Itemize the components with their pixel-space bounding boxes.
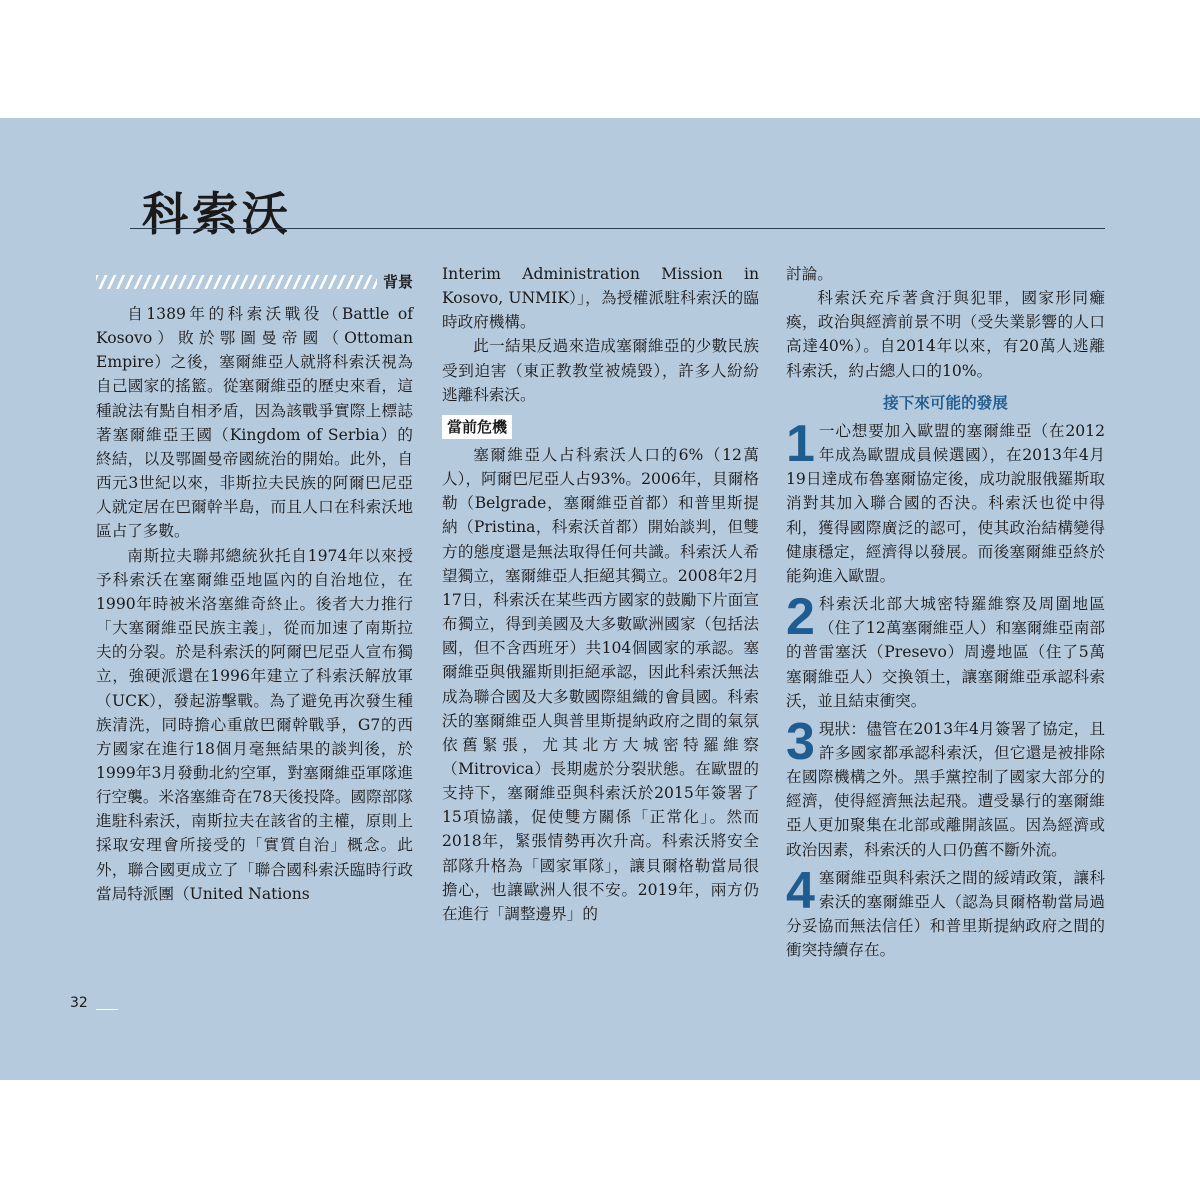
crisis-heading: 當前危機 [442, 415, 512, 439]
page-number: 32 [70, 995, 88, 1011]
page-number-rule [96, 1009, 118, 1010]
scenario-item-2 [786, 588, 1105, 713]
column-3 [786, 262, 1105, 966]
scenario-item-3 [786, 712, 1105, 862]
slash-decoration [96, 275, 377, 289]
scenario-text: 科索沃北部大城密特羅維察及周圍地區（住了12萬塞爾維亞人）和塞爾維亞南部的普雷塞沃（Presevo）周邊地區（住了5萬塞爾維亞人）交換領土，讓塞爾維亞承認科索沃，並且結束衝突。 [786, 595, 1105, 710]
scenario-item-1 [786, 414, 1105, 588]
background-continuation: Interim Administration Mission in Kosovo, UNMIK）」，為授權派駐科索沃的臨時政府機構。 [442, 265, 759, 332]
background-paragraph-2: 南斯拉夫聯邦總統狄托自1974年以來授予科索沃在塞爾維亞地區內的自治地位，在1990年時被米洛塞維奇終止。後者大力推行「大塞爾維亞民族主義」，從而加速了南斯拉夫的分裂。於是科索沃的阿爾巴尼亞人宣布獨立，強硬派還在1996年建立了科索沃解放軍（UCK），發起游擊戰。為了避免再次發生種族清洗，同時擔心重啟巴爾幹戰爭，G7的西方國家在進行18個月毫無結果的談判後，於1999年3月發動北約空軍，對塞爾維亞軍隊進行空襲。米洛塞維奇在78天後投降。國際部隊進駐科索沃，南斯拉夫在該省的主權，原則上採取安理會所接受的「實質自治」概念。此外，聯合國更成立了「聯合國科索沃臨時行政當局特派團（United Nations [96, 546, 413, 903]
scenario-text: 塞爾維亞與科索沃之間的綏靖政策，讓科索沃的塞爾維亞人（認為貝爾格勒當局過分妥協而無法信任）和普里斯提納政府之間的衝突持續存在。 [786, 868, 1105, 960]
next-developments-heading: 接下來可能的發展 [883, 393, 1008, 412]
scenario-item-4 [786, 861, 1105, 963]
crisis-paragraph: 塞爾維亞人占科索沃人口的6%（12萬人），阿爾巴尼亞人占93%。2006年，貝爾格勒（Belgrade，塞爾維亞首都）和普里斯提納（Pristina，科索沃首都）開始談判，但雙方的態度還是無法取得任何共識。科索沃人希望獨立，塞爾維亞人拒絕其獨立。2008年2月17日，科索沃在某些西方國家的鼓勵下片面宣布獨立，得到美國及大多數歐洲國家（包括法國，但不含西班牙）共104個國家的承認。塞爾維亞與俄羅斯則拒絕承認，因此科索沃無法成為聯合國及大多數國際組織的會員國。科索沃的塞爾維亞人與普里斯提納政府之間的氣氛依舊緊張，尤其北方大城密特羅維察（Mitrovica）長期處於分裂狀態。在歐盟的支持下，塞爾維亞與科索沃於2015年簽署了15項協議，促使雙方關係「正常化」。然而2018年，緊張情勢再次升高。科索沃將安全部隊升格為「國家軍隊」，讓貝爾格勒當局很擔心，也讓歐洲人很不安。2019年，兩方仍在進行「調整邊界」的 [442, 445, 759, 923]
scenario-number: 2 [786, 588, 815, 647]
background-heading: 背景 [382, 272, 413, 291]
scenario-text: 現狀：儘管在2013年4月簽署了協定，且許多國家都承認科索沃，但它還是被排除在國際機構之外。黑手黨控制了國家大部分的經濟，使得經濟無法起飛。遭受暴行的塞爾維亞人更加聚集在北部或離開該區。因為經濟或政治因素，科索沃的人口仍舊不斷外流。 [786, 719, 1105, 859]
title-rule [130, 228, 1105, 229]
crisis-continuation: 討論。 [786, 265, 833, 283]
background-paragraph-1: 自1389年的科索沃戰役（Battle of Kosovo）敗於鄂圖曼帝國（Ottoman Empire）之後，塞爾維亞人就將科索沃視為自己國家的搖籃。從塞爾維亞的歷史來看，這種說法有點自相矛盾，因為該戰爭實際上標誌著塞爾維亞王國（Kingdom of Serbia）的終結，以及鄂圖曼帝國統治的開始。此外，自西元3世紀以來，非斯拉夫民族的阿爾巴尼亞人就定居在巴爾幹半島，而且人口在科索沃地區占了多數。 [96, 305, 413, 541]
scenario-number: 3 [786, 712, 815, 771]
scenario-text: 一心想要加入歐盟的塞爾維亞（在2012年成為歐盟成員候選國），在2013年4月19日達成布魯塞爾協定後，成功說服俄羅斯取消對其加入聯合國的否決。科索沃也從中得利，獲得國際廣泛的認可，使其政治結構變得健康穩定，經濟得以發展。而後塞爾維亞終於能夠進入歐盟。 [786, 421, 1105, 585]
page-title: 科索沃 [142, 187, 292, 241]
scenario-number: 1 [786, 414, 815, 473]
background-heading-bar [96, 262, 413, 302]
column-1 [96, 262, 413, 906]
crisis-paragraph-2: 科索沃充斥著貪汙與犯罪，國家形同癱瘓，政治與經濟前景不明（受失業影響的人口高達40%）。自2014年以來，有20萬人逃離科索沃，約占總人口的10%。 [786, 289, 1105, 380]
background-paragraph-3: 此一結果反過來造成塞爾維亞的少數民族受到迫害（東正教教堂被燒毀），許多人紛紛逃離科索沃。 [442, 337, 759, 404]
column-2 [442, 262, 759, 926]
scenario-number: 4 [786, 861, 815, 920]
